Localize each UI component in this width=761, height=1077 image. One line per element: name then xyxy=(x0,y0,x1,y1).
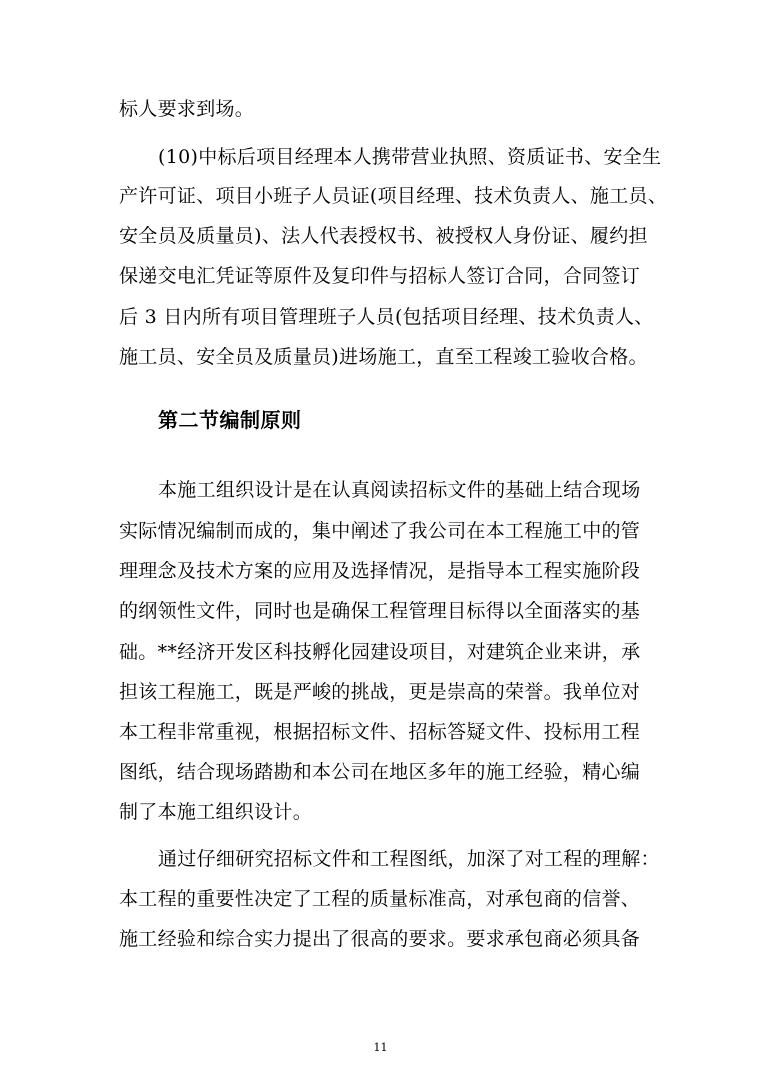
text-line: 实际情况编制而成的，集中阐述了我公司在本工程施工中的管 xyxy=(119,520,641,542)
text-line: 理理念及技术方案的应用及选择情况，是指导本工程实施阶段 xyxy=(119,560,641,582)
text-line: 的纲领性文件，同时也是确保工程管理目标得以全面落实的基 xyxy=(119,600,641,622)
text-line: 本工程的重要性决定了工程的质量标准高，对承包商的信誉、 xyxy=(119,888,641,910)
text-line: 本施工组织设计是在认真阅读招标文件的基础上结合现场 xyxy=(158,479,641,501)
text-line: 础。**经济开发区科技孵化园建设项目，对建筑企业来讲，承 xyxy=(119,641,641,663)
text-line: 图纸，结合现场踏勘和本公司在地区多年的施工经验，精心编 xyxy=(119,761,641,783)
text-line: 施工员、安全员及质量员)进场施工，直至工程竣工验收合格。 xyxy=(119,346,648,368)
text-line: 保递交电汇凭证等原件及复印件与招标人签订合同，合同签订 xyxy=(119,265,641,287)
text-line: 安全员及质量员)、法人代表授权书、被授权人身份证、履约担 xyxy=(119,225,648,247)
text-line: 制了本施工组织设计。 xyxy=(119,801,313,823)
text-line: 担该工程施工，既是严峻的挑战，更是崇高的荣誉。我单位对 xyxy=(119,681,641,703)
text-line: 本工程非常重视，根据招标文件、招标答疑文件、投标用工程 xyxy=(119,721,641,743)
text-line: (10)中标后项目经理本人携带营业执照、资质证书、安全生 xyxy=(158,146,662,168)
text-line: 产许可证、项目小班子人员证(项目经理、技术负责人、施工员、 xyxy=(119,185,668,207)
section-heading: 第二节编制原则 xyxy=(158,408,302,432)
text-line: 施工经验和综合实力提出了很高的要求。要求承包商必须具备 xyxy=(119,928,641,950)
page-number: 11 xyxy=(373,1041,388,1054)
text-line: 后 3 日内所有项目管理班子人员(包括项目经理、技术负责人、 xyxy=(119,306,654,328)
text-line: 标人要求到场。 xyxy=(119,98,255,120)
text-line: 通过仔细研究招标文件和工程图纸，加深了对工程的理解： xyxy=(158,848,660,870)
